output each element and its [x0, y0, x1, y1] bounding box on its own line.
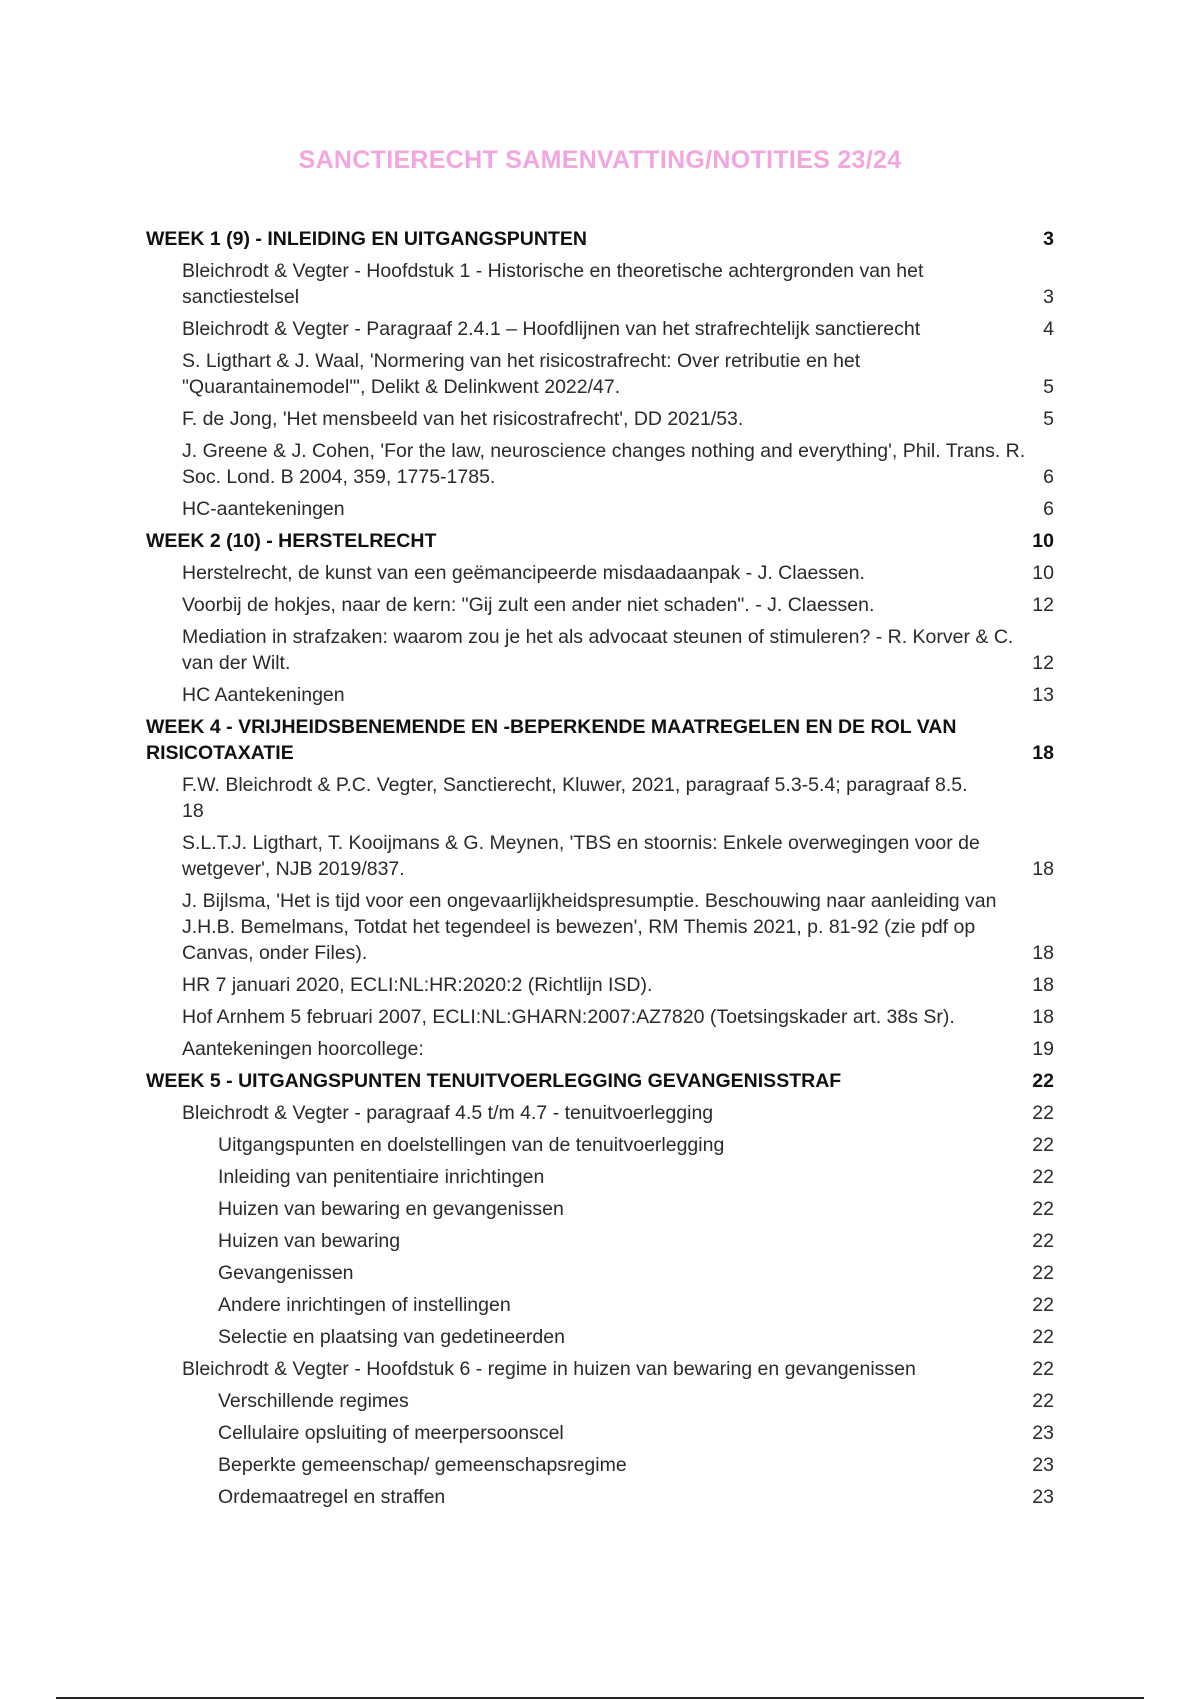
toc-entry-level3[interactable] — [146, 1452, 1054, 1478]
toc-entry-level2[interactable] — [146, 316, 1054, 342]
toc-entry-level2[interactable] — [146, 592, 1054, 618]
toc-entry-text: Mediation in strafzaken: waarom zou je het als advocaat steunen of stimuleren? - R. Korver & C. van der Wilt. — [182, 626, 1014, 674]
toc-entry-text: Huizen van bewaring — [218, 1230, 401, 1252]
toc-entry-level3[interactable] — [146, 1324, 1054, 1350]
toc-entry-page: 22 — [1032, 1166, 1054, 1188]
toc-entry-text: HC-aantekeningen — [182, 498, 345, 520]
toc-entry-text: Bleichrodt & Vegter - Hoofdstuk 6 - regime in huizen van bewaring en gevangenissen — [182, 1358, 916, 1380]
toc-entry-text: Gevangenissen — [218, 1262, 354, 1284]
toc-entry-level3[interactable] — [146, 1260, 1054, 1286]
toc-entry-level2[interactable] — [146, 1100, 1054, 1126]
toc-entry-text: WEEK 1 (9) - INLEIDING EN UITGANGSPUNTEN — [146, 228, 587, 250]
toc-entry-level2[interactable] — [146, 496, 1054, 522]
toc-entry-level3[interactable] — [146, 1132, 1054, 1158]
toc-entry-text: Andere inrichtingen of instellingen — [218, 1294, 511, 1316]
toc-entry-text: Beperkte gemeenschap/ gemeenschapsregime — [218, 1454, 627, 1476]
toc-entry-page: 18 — [1032, 942, 1054, 964]
toc-entry-level3[interactable] — [146, 1388, 1054, 1414]
toc-entry-page: 6 — [1043, 466, 1054, 488]
toc-entry-page: 4 — [1043, 318, 1054, 340]
table-of-contents — [146, 226, 1054, 1516]
toc-entry-text: Inleiding van penitentiaire inrichtingen — [218, 1166, 545, 1188]
toc-entry-page: 23 — [1032, 1486, 1054, 1508]
toc-entry-level1[interactable] — [146, 528, 1054, 554]
toc-entry-page: 23 — [1032, 1454, 1054, 1476]
toc-entry-text: Uitgangspunten en doelstellingen van de tenuitvoerlegging — [218, 1134, 725, 1156]
toc-entry-page: 5 — [1043, 408, 1054, 430]
toc-entry-level2[interactable] — [146, 438, 1054, 490]
toc-entry-level2[interactable] — [146, 624, 1054, 676]
toc-entry-text: J. Greene & J. Cohen, 'For the law, neuroscience changes nothing and everything', Phil. Trans. R. Soc. Lond. B 2004, 359, 1775-1785. — [182, 440, 1026, 488]
toc-entry-level2[interactable] — [146, 258, 1054, 310]
toc-entry-text: HR 7 januari 2020, ECLI:NL:HR:2020:2 (Richtlijn ISD). — [182, 974, 653, 996]
toc-entry-text: Bleichrodt & Vegter - Hoofdstuk 1 - Historische en theoretische achtergronden van het sanctiestelsel — [182, 260, 924, 308]
toc-entry-page: 22 — [1032, 1390, 1054, 1412]
toc-entry-page: 18 — [1032, 974, 1054, 996]
toc-entry-page: 22 — [1032, 1198, 1054, 1220]
document-title: SANCTIERECHT SAMENVATTING/NOTITIES 23/24 — [298, 146, 902, 174]
toc-entry-level3[interactable] — [146, 1292, 1054, 1318]
toc-entry-level2[interactable] — [146, 1036, 1054, 1062]
toc-entry-page: 22 — [1032, 1134, 1054, 1156]
toc-entry-level2[interactable] — [146, 560, 1054, 586]
toc-entry-page: 22 — [1032, 1294, 1054, 1316]
toc-entry-text: Bleichrodt & Vegter - paragraaf 4.5 t/m 4.7 - tenuitvoerlegging — [182, 1102, 714, 1124]
toc-entry-page: 3 — [1043, 228, 1054, 250]
toc-entry-page: 10 — [1032, 530, 1054, 552]
toc-entry-level2[interactable] — [146, 830, 1054, 882]
toc-entry-text: F.W. Bleichrodt & P.C. Vegter, Sanctierecht, Kluwer, 2021, paragraaf 5.3-5.4; paragraaf 8.5. — [182, 774, 968, 796]
toc-entry-level3[interactable] — [146, 1196, 1054, 1222]
toc-entry-page: 22 — [1032, 1262, 1054, 1284]
toc-entry-level2[interactable] — [146, 348, 1054, 400]
toc-entry-level2[interactable] — [146, 1004, 1054, 1030]
toc-entry-level2[interactable] — [146, 406, 1054, 432]
toc-entry-level3[interactable] — [146, 1484, 1054, 1510]
toc-entry-page: 18 — [1032, 858, 1054, 880]
toc-entry-level1[interactable] — [146, 226, 1054, 252]
toc-entry-page: 22 — [1032, 1070, 1054, 1092]
toc-entry-level1[interactable] — [146, 714, 1054, 766]
toc-entry-text: Herstelrecht, de kunst van een geëmancipeerde misdaadaanpak - J. Claessen. — [182, 562, 865, 584]
footer-divider — [56, 1697, 1144, 1699]
toc-entry-page: 6 — [1043, 498, 1054, 520]
toc-entry-page: 19 — [1032, 1038, 1054, 1060]
toc-entry-text: WEEK 5 - UITGANGSPUNTEN TENUITVOERLEGGING GEVANGENISSTRAF — [146, 1070, 842, 1092]
toc-entry-page: 22 — [1032, 1230, 1054, 1252]
toc-entry-page: 10 — [1032, 562, 1054, 584]
toc-entry-text: Voorbij de hokjes, naar de kern: "Gij zult een ander niet schaden". - J. Claessen. — [182, 594, 875, 616]
toc-entry-text: J. Bijlsma, 'Het is tijd voor een ongevaarlijkheidspresumptie. Beschouwing naar aanleiding van J.H.B. Bemelmans, Totdat het tegendeel is bewezen', RM Themis 2021, p. 81-92 (zie pdf op Canvas, onder Files). — [182, 890, 997, 964]
toc-entry-text: Ordemaatregel en straffen — [218, 1486, 446, 1508]
toc-entry-text: Aantekeningen hoorcollege: — [182, 1038, 424, 1060]
toc-entry-page: 13 — [1032, 684, 1054, 706]
toc-entry-text: Huizen van bewaring en gevangenissen — [218, 1198, 564, 1220]
toc-entry-page: 18 — [182, 800, 204, 822]
toc-entry-text: Bleichrodt & Vegter - Paragraaf 2.4.1 – Hoofdlijnen van het strafrechtelijk sanctierecht — [182, 318, 921, 340]
toc-entry-level2[interactable] — [146, 772, 1054, 824]
toc-entry-text: S. Ligthart & J. Waal, 'Normering van het risicostrafrecht: Over retributie en het "Quarantainemodel"', Delikt & Delinkwent 2022/47. — [182, 350, 861, 398]
toc-entry-text: WEEK 2 (10) - HERSTELRECHT — [146, 530, 437, 552]
toc-entry-page: 12 — [1032, 652, 1054, 674]
toc-entry-page: 22 — [1032, 1102, 1054, 1124]
toc-entry-level3[interactable] — [146, 1420, 1054, 1446]
toc-entry-level1[interactable] — [146, 1068, 1054, 1094]
toc-entry-page: 18 — [1032, 742, 1054, 764]
toc-entry-page: 22 — [1032, 1326, 1054, 1348]
toc-entry-level2[interactable] — [146, 888, 1054, 966]
toc-entry-text: HC Aantekeningen — [182, 684, 345, 706]
toc-entry-page: 23 — [1032, 1422, 1054, 1444]
toc-entry-page: 3 — [1043, 286, 1054, 308]
toc-entry-level3[interactable] — [146, 1164, 1054, 1190]
toc-entry-text: F. de Jong, 'Het mensbeeld van het risicostrafrecht', DD 2021/53. — [182, 408, 744, 430]
toc-entry-text: Hof Arnhem 5 februari 2007, ECLI:NL:GHARN:2007:AZ7820 (Toetsingskader art. 38s Sr). — [182, 1006, 955, 1028]
toc-entry-text: S.L.T.J. Ligthart, T. Kooijmans & G. Meynen, 'TBS en stoornis: Enkele overwegingen voor de wetgever', NJB 2019/837. — [182, 832, 980, 880]
toc-entry-page: 12 — [1032, 594, 1054, 616]
toc-entry-text: WEEK 4 - VRIJHEIDSBENEMENDE EN -BEPERKENDE MAATREGELEN EN DE ROL VAN RISICOTAXATIE — [146, 716, 957, 764]
toc-entry-text: Selectie en plaatsing van gedetineerden — [218, 1326, 565, 1348]
toc-entry-level2[interactable] — [146, 682, 1054, 708]
toc-entry-text: Verschillende regimes — [218, 1390, 409, 1412]
toc-entry-level3[interactable] — [146, 1228, 1054, 1254]
toc-entry-page: 5 — [1043, 376, 1054, 398]
toc-entry-page: 22 — [1032, 1358, 1054, 1380]
toc-entry-level2[interactable] — [146, 972, 1054, 998]
toc-entry-page: 18 — [1032, 1006, 1054, 1028]
toc-entry-level2[interactable] — [146, 1356, 1054, 1382]
toc-entry-text: Cellulaire opsluiting of meerpersoonscel — [218, 1422, 564, 1444]
